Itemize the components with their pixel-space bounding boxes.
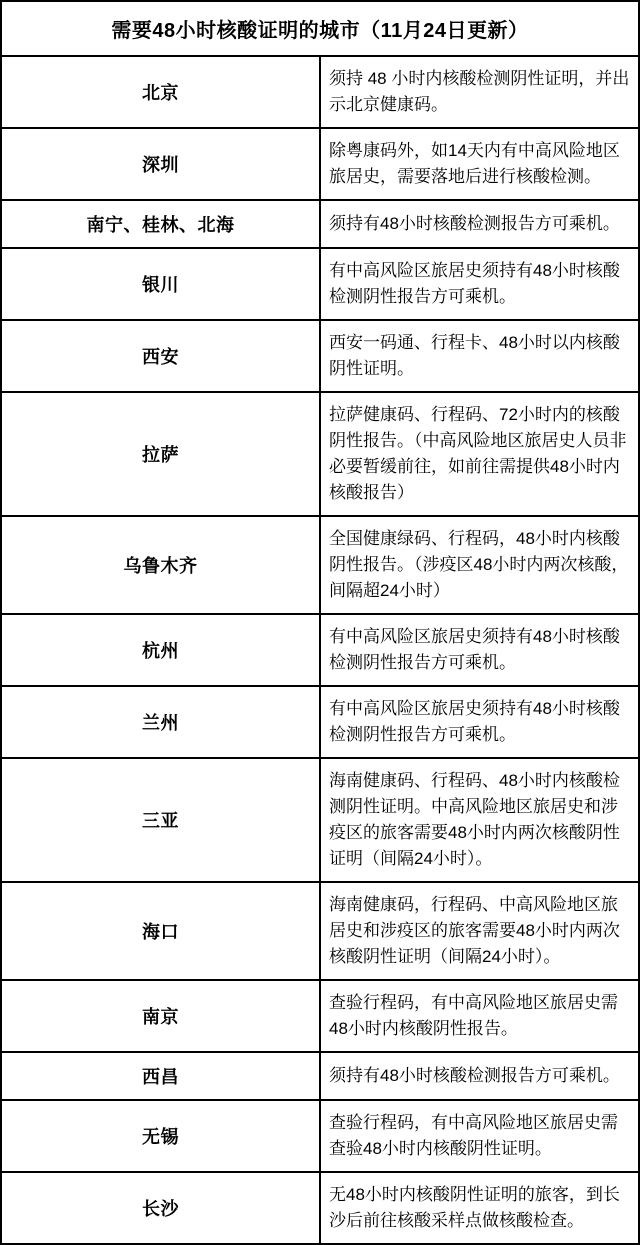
table-row <box>1 248 639 320</box>
city-cell: 西安 <box>1 320 320 392</box>
table-row <box>1 686 639 758</box>
requirement-cell: 须持有48小时核酸检测报告方可乘机。 <box>320 1052 639 1100</box>
city-cell: 长沙 <box>1 1172 320 1244</box>
city-cell: 南京 <box>1 980 320 1052</box>
requirement-cell: 除粤康码外，如14天内有中高风险地区旅居史，需要落地后进行核酸检测。 <box>320 128 639 200</box>
table-body <box>1 56 639 1244</box>
table-title: 需要48小时核酸证明的城市（11月24日更新） <box>1 1 639 56</box>
city-cell: 无锡 <box>1 1100 320 1172</box>
table-row <box>1 320 639 392</box>
city-cell: 拉萨 <box>1 392 320 516</box>
city-cell: 三亚 <box>1 758 320 882</box>
table-row <box>1 1172 639 1244</box>
city-cell: 北京 <box>1 56 320 128</box>
table-row <box>1 758 639 882</box>
table-row <box>1 1052 639 1100</box>
table-row <box>1 516 639 614</box>
city-cell: 海口 <box>1 882 320 980</box>
table-row <box>1 392 639 516</box>
requirement-cell: 查验行程码，有中高风险地区旅居史需查验48小时内核酸阴性证明。 <box>320 1100 639 1172</box>
table-row <box>1 882 639 980</box>
requirement-cell: 有中高风险区旅居史须持有48小时核酸检测阴性报告方可乘机。 <box>320 248 639 320</box>
requirement-cell: 有中高风险区旅居史须持有48小时核酸检测阴性报告方可乘机。 <box>320 614 639 686</box>
table-row <box>1 980 639 1052</box>
table-row <box>1 200 639 248</box>
requirement-cell: 有中高风险区旅居史须持有48小时核酸检测阴性报告方可乘机。 <box>320 686 639 758</box>
table-row <box>1 128 639 200</box>
table-row <box>1 1100 639 1172</box>
requirement-cell: 须持 48 小时内核酸检测阴性证明，并出示北京健康码。 <box>320 56 639 128</box>
requirement-cell: 全国健康绿码、行程码，48小时内核酸阴性报告。（涉疫区48小时内两次核酸，间隔超24小时） <box>320 516 639 614</box>
requirement-cell: 拉萨健康码、行程码、72小时内的核酸阴性报告。（中高风险地区旅居史人员非必要暂缓前往，如前往需提供48小时内核酸报告） <box>320 392 639 516</box>
requirement-cell: 海南健康码，行程码、中高风险地区旅居史和涉疫区的旅客需要48小时内两次核酸阴性证明（间隔24小时）。 <box>320 882 639 980</box>
city-cell: 兰州 <box>1 686 320 758</box>
city-cell: 杭州 <box>1 614 320 686</box>
city-cell: 乌鲁木齐 <box>1 516 320 614</box>
requirement-cell: 无48小时内核酸阴性证明的旅客，到长沙后前往核酸采样点做核酸检查。 <box>320 1172 639 1244</box>
city-cell: 深圳 <box>1 128 320 200</box>
table-header <box>1 1 639 56</box>
requirement-cell: 海南健康码、行程码、48小时内核酸检测阴性证明。中高风险地区旅居史和涉疫区的旅客需要48小时内两次核酸阴性证明（间隔24小时）。 <box>320 758 639 882</box>
table-row <box>1 614 639 686</box>
table-row <box>1 56 639 128</box>
requirement-cell: 西安一码通、行程卡、48小时以内核酸阴性证明。 <box>320 320 639 392</box>
city-cell: 银川 <box>1 248 320 320</box>
title-row <box>1 1 639 56</box>
requirement-cell: 查验行程码，有中高风险地区旅居史需48小时内核酸阴性报告。 <box>320 980 639 1052</box>
city-cell: 南宁、桂林、北海 <box>1 200 320 248</box>
city-cell: 西昌 <box>1 1052 320 1100</box>
requirement-cell: 须持有48小时核酸检测报告方可乘机。 <box>320 200 639 248</box>
